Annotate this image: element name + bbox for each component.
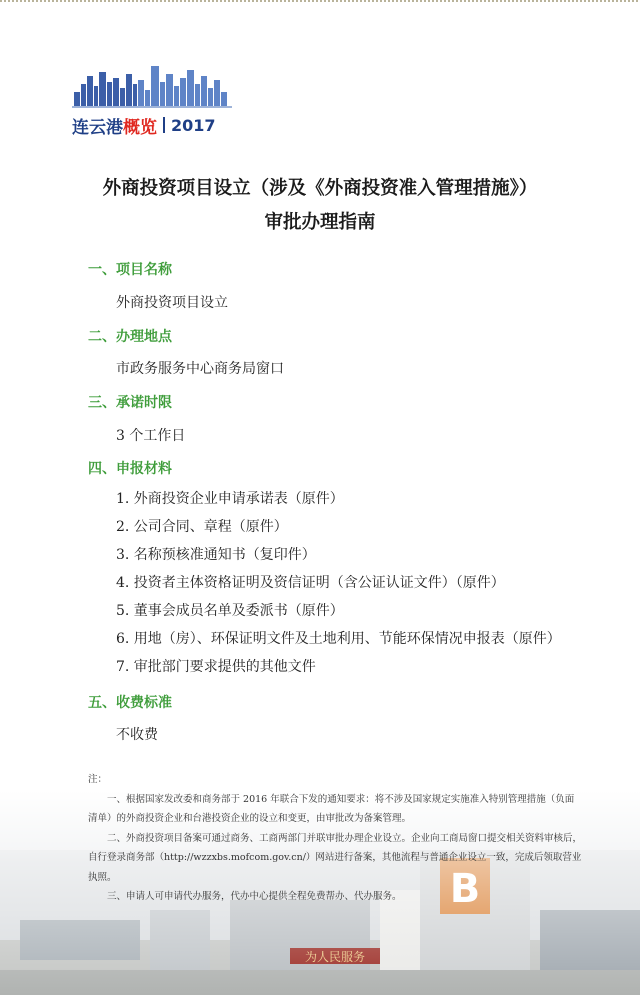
section-content-timelimit: 3 个工作日: [116, 428, 186, 444]
logo-separator: [163, 117, 165, 133]
logo-city: 连云港: [72, 117, 123, 138]
title-line-2: 审批办理指南: [264, 212, 376, 233]
list-item: 4. 投资者主体资格证明及资信证明（含公证认证文件）（原件）: [116, 575, 505, 591]
note-item: 一、根据国家发改委和商务部于 2016 年联合下发的通知要求：将不涉及国家规定实施准入特别管理措施（负面清单）的外商投资企业和台港投资企业的设立和变更，由审批改为备案管理。: [88, 793, 575, 824]
section-heading-location: 二、办理地点: [88, 329, 172, 345]
materials-list: [116, 489, 561, 685]
section-heading-fee: 五、收费标准: [88, 695, 172, 711]
note-item: 二、外商投资项目备案可通过商务、工商两部门并联审批办理企业设立。企业向工商局窗口提交相关资料审核后，自行登录商务部（http://wzzxbs.mofcom.gov.cn/）网站进行备案，其他流程与普通企业设立一致，完成后领取营业执照。: [88, 832, 583, 883]
logo: [72, 62, 242, 140]
section-heading-name: 一、项目名称: [88, 262, 172, 278]
logo-year: 2017: [171, 115, 216, 135]
list-item: 6. 用地（房）、环保证明文件及土地利用、节能环保情况申报表（原件）: [116, 631, 561, 647]
list-item: 2. 公司合同、章程（原件）: [116, 519, 288, 535]
note-item: 三、申请人可申请代办服务，代办中心提供全程免费帮办、代办服务。: [107, 891, 402, 902]
logo-highlight: 概览: [123, 117, 157, 138]
city-skyline-icon: [72, 62, 232, 108]
section-content-location: 市政务服务中心商务局窗口: [116, 361, 284, 377]
section-content-name: 外商投资项目设立: [116, 295, 228, 311]
list-item: 5. 董事会成员名单及委派书（原件）: [116, 603, 344, 619]
list-item: 3. 名称预核准通知书（复印件）: [116, 547, 316, 563]
section-heading-materials: 四、申报材料: [88, 461, 172, 477]
title-line-1: 外商投资项目设立（涉及《外商投资准入管理措施》）: [102, 178, 538, 199]
notes-label: 注：: [88, 774, 108, 785]
document-title: [0, 172, 640, 240]
list-item: 1. 外商投资企业申请承诺表（原件）: [116, 491, 344, 507]
notes: [88, 770, 582, 907]
section-content-fee: 不收费: [116, 727, 158, 743]
list-item: 7. 审批部门要求提供的其他文件: [116, 659, 316, 675]
section-heading-timelimit: 三、承诺时限: [88, 395, 172, 411]
top-dotted-rule: [0, 0, 640, 2]
logo-wordmark: [72, 110, 216, 140]
